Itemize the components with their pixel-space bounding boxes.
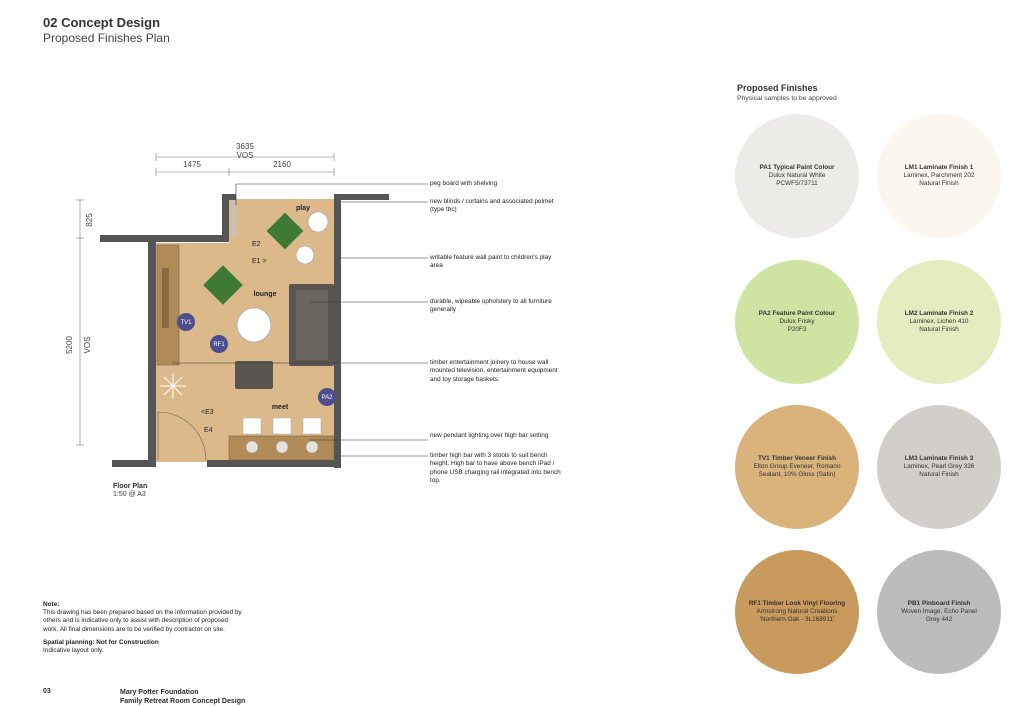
swatch-line2: Dulux Natural White bbox=[768, 171, 826, 179]
finishes-subtitle: Physical samples to be approved bbox=[737, 95, 837, 102]
client-line-1: Mary Potter Foundation bbox=[120, 689, 199, 696]
note-body: This drawing has been prepared based on the information provided by others and is indicative only to assist with description of proposed work. All final dimensions are to be verified by contractor on site. bbox=[43, 609, 242, 633]
swatch-line3: Natural Finish bbox=[919, 471, 959, 479]
page-title: 02 Concept Design bbox=[43, 15, 161, 30]
swatch-code: LM2 bbox=[904, 309, 918, 317]
swatch-lm3 bbox=[877, 405, 1001, 529]
page-subtitle: Proposed Finishes Plan bbox=[43, 31, 170, 45]
swatch-line3: PCWF5/73711 bbox=[776, 180, 818, 188]
swatch-line3: P20F3 bbox=[787, 326, 807, 334]
bar-stool-3 bbox=[306, 441, 318, 453]
annotation-upholstery: durable, wipeable upholstery to all furniture generally bbox=[430, 298, 552, 314]
swatch-pa2 bbox=[735, 260, 859, 384]
swatch-line2: Elton Group Eveneer, Romano bbox=[753, 462, 841, 470]
finishes-title: Proposed Finishes bbox=[737, 83, 818, 93]
swatch-line2: Armstrong Natural Creations bbox=[756, 607, 838, 615]
swatch-line2: Laminex, Lichen 410 bbox=[909, 317, 969, 325]
annotation-feature-wall: writable feature wall paint to children's play area bbox=[430, 254, 552, 270]
swatch-code: LM3 bbox=[904, 454, 918, 462]
dim-left: 1475 bbox=[183, 160, 201, 169]
swatch-tv1 bbox=[735, 405, 859, 529]
room-label-lounge: lounge bbox=[253, 291, 277, 298]
round-table bbox=[237, 308, 271, 342]
swatch-line2: Dulux Frisky bbox=[779, 317, 815, 325]
annotation-joinery: timber entertainment joinery to house wall mounted television, entertainment equipment and toy storage baskets. bbox=[430, 359, 558, 383]
swatch-pb1 bbox=[877, 550, 1001, 674]
swatch-name: Pinboard Finish bbox=[921, 599, 971, 607]
spatial-heading: Spatial planning: Not for Construction bbox=[43, 638, 159, 646]
swatch-name: Timber Look Vinyl Flooring bbox=[762, 599, 846, 607]
swatch-name: Laminate Finish 1 bbox=[919, 163, 974, 171]
spatial-body: Indicative layout only. bbox=[43, 647, 104, 655]
floor-plan-scale: 1:50 @ A3 bbox=[113, 491, 146, 498]
badge-tv1-label: TV1 bbox=[180, 320, 192, 326]
entry-e2: E2 bbox=[252, 241, 261, 248]
badge-rf1-label: RF1 bbox=[213, 342, 225, 348]
annotation-pendant: new pendant lighting over high bar setting bbox=[430, 432, 549, 439]
bar-stool-2 bbox=[276, 441, 288, 453]
blinds bbox=[231, 201, 237, 237]
room-label-play: play bbox=[295, 205, 311, 212]
swatch-name: Typical Paint Colour bbox=[773, 163, 835, 171]
swatch-line2: Laminex, Parchment 202 bbox=[903, 171, 975, 179]
swatch-line3: 'Northern Oak - 3L168911' bbox=[759, 616, 835, 624]
swatch-code: PA1 bbox=[759, 163, 772, 171]
dim-height: 5200 bbox=[65, 336, 74, 354]
swatch-code: TV1 bbox=[757, 454, 770, 462]
swatch-code: PA2 bbox=[758, 309, 771, 317]
swatch-name: Feature Paint Colour bbox=[772, 309, 836, 317]
play-stool bbox=[296, 246, 314, 264]
ottoman bbox=[235, 361, 273, 389]
dim-right: 2160 bbox=[273, 160, 291, 169]
dim-overall-vos: VOS bbox=[236, 151, 254, 160]
swatch-lm1 bbox=[877, 114, 1001, 238]
swatch-line2: Laminex, Pearl Grey 336 bbox=[903, 462, 975, 470]
swatch-line3: Grey 442 bbox=[925, 616, 953, 624]
swatch-line3: Natural Finish bbox=[919, 180, 959, 188]
swatch-name: Laminate Finish 3 bbox=[919, 454, 974, 462]
play-table bbox=[308, 212, 328, 232]
dim-overall: 3635 bbox=[236, 142, 254, 151]
client-info bbox=[120, 688, 245, 706]
swatch-name: Laminate Finish 2 bbox=[919, 309, 974, 317]
sofa-seat bbox=[296, 290, 328, 360]
note-heading: Note: bbox=[43, 601, 60, 608]
annotation-peg-board: peg board with shelving bbox=[430, 180, 498, 187]
swatch-line3: Natural Finish bbox=[919, 326, 959, 334]
swatch-lm2 bbox=[877, 260, 1001, 384]
entry-e1: E1 > bbox=[252, 258, 267, 265]
bar-stool-1 bbox=[246, 441, 258, 453]
page-number: 03 bbox=[43, 688, 51, 695]
dim-step: 825 bbox=[85, 213, 94, 227]
room-label-meet: meet bbox=[271, 404, 289, 411]
bar-pendant-2 bbox=[273, 418, 291, 434]
swatch-code: PB1 bbox=[907, 599, 921, 607]
bar-pendant-1 bbox=[243, 418, 261, 434]
swatch-line3: Sealant, 10% Gloss (Satin) bbox=[758, 471, 836, 479]
client-line-2: Family Retreat Room Concept Design bbox=[120, 698, 246, 705]
note-block bbox=[43, 601, 243, 655]
swatch-code: RF1 bbox=[748, 599, 761, 607]
swatch-name: Timber Veneer Finish bbox=[771, 454, 837, 462]
swatch-code: LM1 bbox=[904, 163, 918, 171]
annotation-high-bar: timber high bar with 3 stools to suit bench height. High bar to have above bench iPad / phone USB charging rail integrated into bench top. bbox=[430, 452, 561, 485]
tv bbox=[162, 268, 169, 328]
swatch-pa1 bbox=[735, 114, 859, 238]
floor-plan-title: Floor Plan bbox=[113, 483, 148, 490]
entry-e3: <E3 bbox=[201, 409, 214, 416]
annotation-blinds: new blinds / curtains and associated pelmet (type tbc) bbox=[430, 198, 554, 214]
swatch-line2: Woven Image, Echo Panel bbox=[901, 607, 977, 615]
dim-height-vos: VOS bbox=[83, 336, 92, 354]
bar-pendant-3 bbox=[303, 418, 321, 434]
entry-e4: E4 bbox=[204, 427, 213, 434]
swatch-rf1 bbox=[735, 550, 859, 674]
badge-pa2-label: PA2 bbox=[321, 395, 333, 401]
